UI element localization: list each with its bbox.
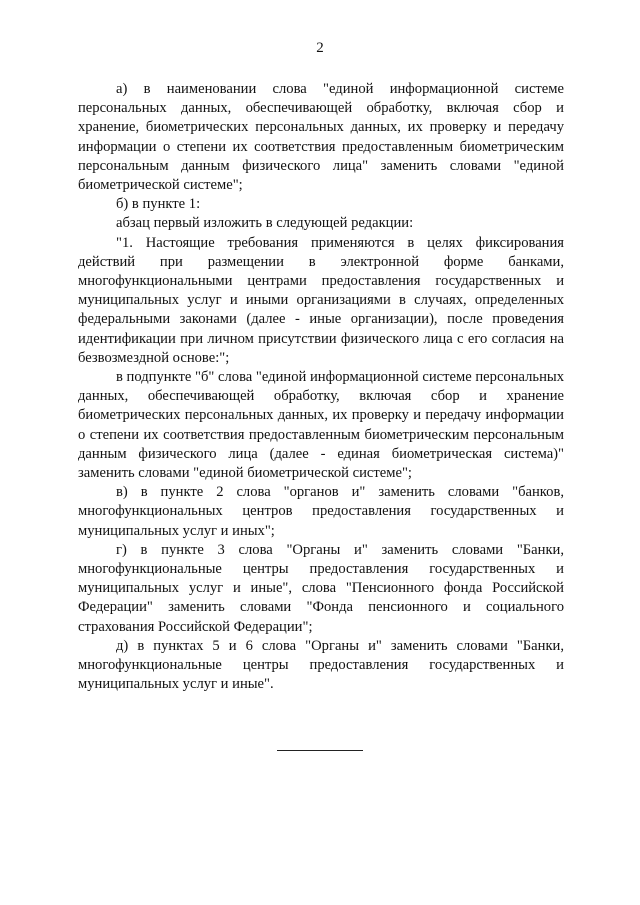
paragraph-b-quote: "1. Настоящие требования применяются в целях фиксирования действий при размещении в электронной форме банками, многофункциональными центрами предоставления государственных и муниципальных услуг и иными организациями в случаях, определенных федеральными законами (далее - иные организации), после проведения идентификации при личном присутствии физического лица с его согласия на безвозмездной основе:";	[78, 234, 564, 366]
paragraph-a: а) в наименовании слова "единой информационной системе персональных данных, обеспечивающей обработку, включая сбор и хранение, биометрических персональных данных, их проверку и передачу информации о степени их соответствия предоставленным биометрическим персональным данным физического лица" заменить словами "единой биометрической системе";	[78, 81, 564, 194]
paragraph-b-intro: абзац первый изложить в следующей редакции:	[116, 215, 414, 232]
page-number: 2	[316, 40, 324, 56]
paragraph-b-subitem: в подпункте "б" слова "единой информационной системе персональных данных, обеспечивающей обработку, включая сбор и хранение биометрических персональных данных, их проверку и передачу информации о степени их соответствия предоставленным биометрическим персональным данным физического лица (далее - единая биометрическая система)" заменить словами "единой биометрической системе";	[78, 369, 564, 482]
paragraph-b: б) в пункте 1:	[116, 196, 201, 213]
paragraph-g: г) в пункте 3 слова "Органы и" заменить словами "Банки, многофункциональные центры предоставления государственных и муниципальных услуг и иные", слова "Пенсионного фонда Российской Федерации" заменить словами "Фонда пенсионного и социального страхования Российской Федерации";	[78, 541, 564, 635]
document-body	[78, 80, 564, 695]
closing-divider-line	[277, 750, 363, 751]
paragraph-d: д) в пунктах 5 и 6 слова "Органы и" заменить словами "Банки, многофункциональные центры предоставления государственных и муниципальных услуг и иные".	[78, 637, 564, 693]
paragraph-v: в) в пункте 2 слова "органов и" заменить словами "банков, многофункциональных центров предоставления государственных и муниципальных услуг и иных";	[78, 484, 564, 539]
